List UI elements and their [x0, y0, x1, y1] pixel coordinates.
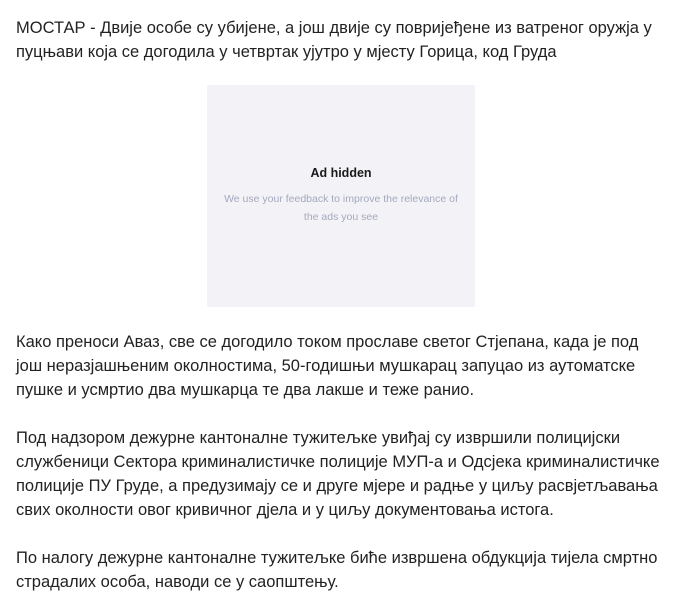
article-paragraph-1: МОСТАР - Двије особе су убијене, а још двије су повријеђене из ватреног оружја у пуцњави која се догодила у четвртак ујутро у мјесту Горица, код Груда: [16, 19, 652, 61]
hidden-ad-placeholder: [207, 85, 475, 307]
article-paragraph-4: По налогу дежурне кантоналне тужитељке биће извршена обдукција тијела смртно страдалих особа, наводи се у саопштењу.: [16, 549, 658, 591]
article-paragraph-3: Под надзором дежурне кантоналне тужитељке увиђај су извршили полицијски службеници Сектора криминалистичке полиције МУП-а и Одсјека криминалистичке полиције ПУ Груде, а предузимају се и друге мјере и радње у циљу расвјетљавања свих околности овог кривичног дјела и у циљу документовања истога.: [16, 429, 660, 519]
ad-hidden-title: Ad hidden: [310, 166, 372, 180]
article-paragraph-2: Како преноси Аваз, све се догодило током прославе светог Стјепана, када је под још неразјашњеним околностима, 50-годишњи мушкарац запуцао из аутоматске пушке и усмртио два мушкарца те два лакше и теже ранио.: [16, 333, 639, 399]
ad-hidden-subtitle: We use your feedback to improve the relevance of the ads you see: [224, 193, 458, 223]
